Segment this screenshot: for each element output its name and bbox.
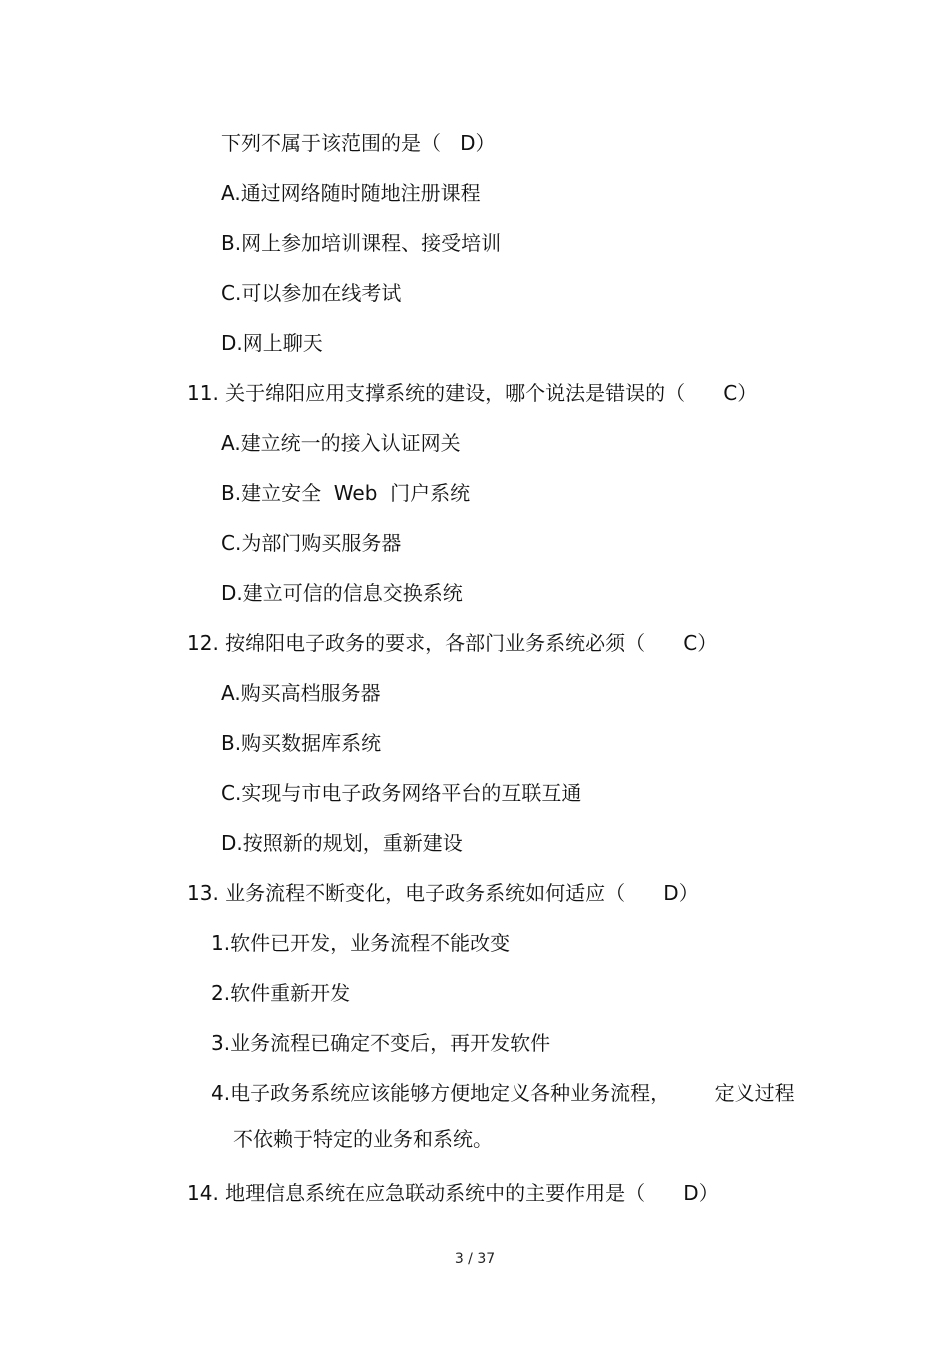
option-d: D.网上聊天 xyxy=(221,331,323,355)
question-11: 11. 关于绵阳应用支撑系统的建设，哪个说法是错误的（ C） xyxy=(187,381,758,405)
option-b: B.购买数据库系统 xyxy=(221,731,382,755)
option-4-continuation: 不依赖于特定的业务和系统。 xyxy=(233,1127,493,1151)
option-c: C.可以参加在线考试 xyxy=(221,281,402,305)
option-a: A.通过网络随时随地注册课程 xyxy=(221,181,481,205)
question-13: 13. 业务流程不断变化，电子政务系统如何适应（ D） xyxy=(187,881,699,905)
option-1: 1.软件已开发，业务流程不能改变 xyxy=(211,931,511,955)
option-b: B.建立安全 Web 门户系统 xyxy=(221,481,471,505)
option-3: 3.业务流程已确定不变后，再开发软件 xyxy=(211,1031,551,1055)
option-4: 4.电子政务系统应该能够方便地定义各种业务流程， 定义过程 xyxy=(211,1081,795,1105)
option-c: C.实现与市电子政务网络平台的互联互通 xyxy=(221,781,582,805)
question-14: 14. 地理信息系统在应急联动系统中的主要作用是（ D） xyxy=(187,1181,719,1205)
option-2: 2.软件重新开发 xyxy=(211,981,351,1005)
question-10-stem-continuation: 下列不属于该范围的是（ D） xyxy=(221,131,496,155)
option-a: A.购买高档服务器 xyxy=(221,681,381,705)
question-12: 12. 按绵阳电子政务的要求，各部门业务系统必须（ C） xyxy=(187,631,718,655)
option-c: C.为部门购买服务器 xyxy=(221,531,402,555)
option-d: D.按照新的规划，重新建设 xyxy=(221,831,463,855)
option-a: A.建立统一的接入认证网关 xyxy=(221,431,461,455)
page-number: 3 / 37 xyxy=(454,1251,496,1267)
option-d: D.建立可信的信息交换系统 xyxy=(221,581,463,605)
option-b: B.网上参加培训课程、接受培训 xyxy=(221,231,502,255)
